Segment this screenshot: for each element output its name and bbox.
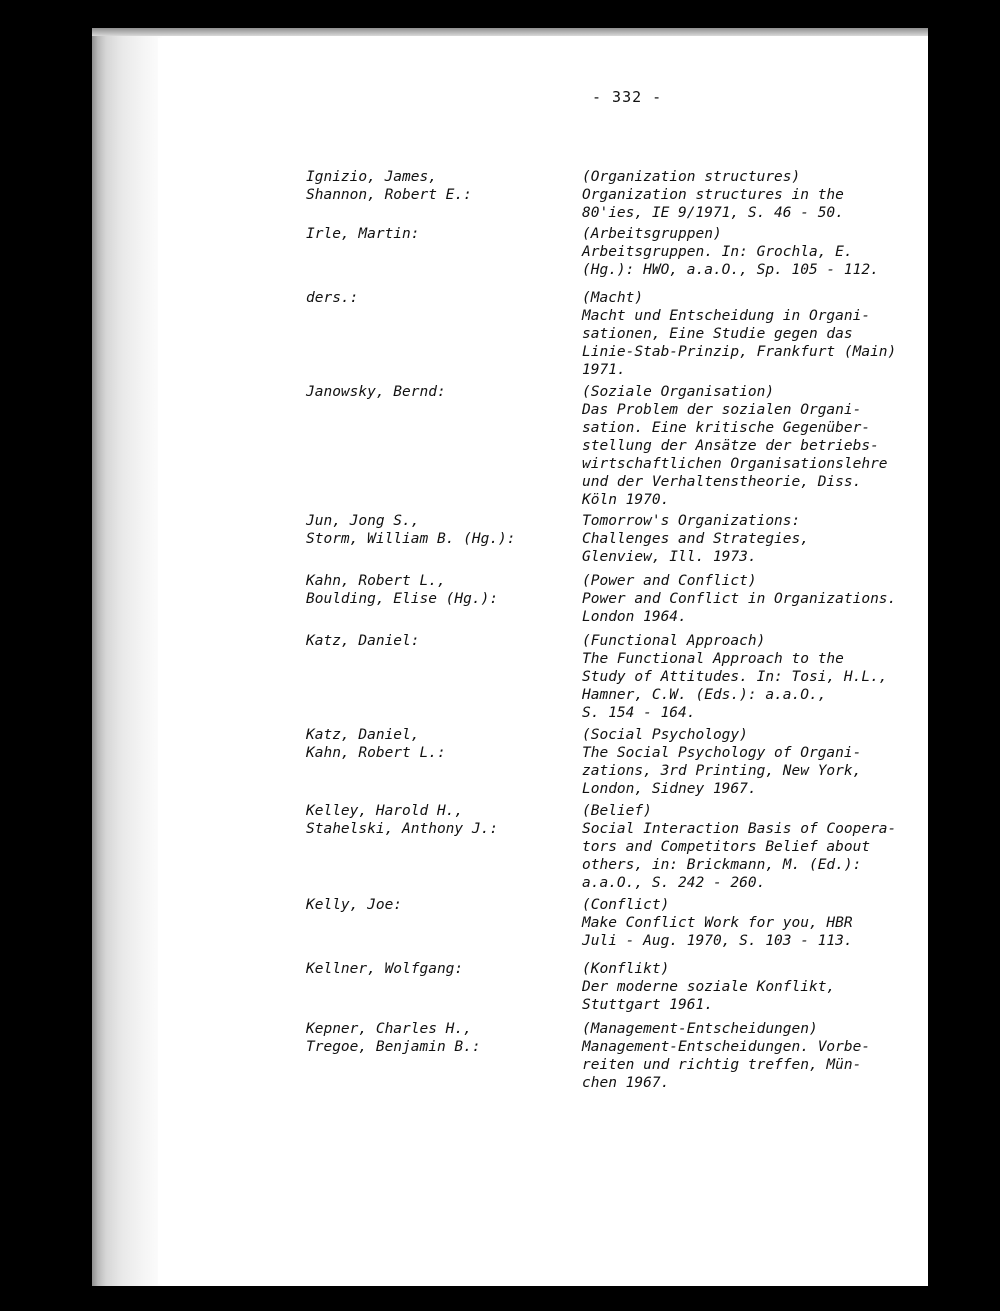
reference-line: stellung der Ansätze der betriebs-: [582, 438, 879, 454]
author-line: Irle, Martin:: [306, 226, 420, 242]
reference-line: Glenview, Ill. 1973.: [582, 549, 757, 565]
author-line: Storm, William B. (Hg.):: [306, 531, 516, 547]
reference-line: Juli - Aug. 1970, S. 103 - 113.: [582, 933, 853, 949]
reference-line: Power and Conflict in Organizations.: [582, 591, 897, 607]
author-line: Kahn, Robert L.,: [306, 573, 446, 589]
author-line: Kepner, Charles H.,: [306, 1021, 472, 1037]
author-line: Shannon, Robert E.:: [306, 187, 472, 203]
reference-line: sation. Eine kritische Gegenüber-: [582, 420, 871, 436]
reference-keyword: (Management-Entscheidungen): [582, 1021, 818, 1037]
reference-line: Macht und Entscheidung in Organi-: [582, 308, 871, 324]
reference-line: Der moderne soziale Konflikt,: [582, 979, 836, 995]
entry-reference: [582, 289, 982, 379]
entry-author: [306, 632, 566, 650]
entry-reference: [582, 802, 982, 892]
reference-keyword: (Functional Approach): [582, 633, 766, 649]
entry-author: [306, 512, 566, 548]
author-line: Kellner, Wolfgang:: [306, 961, 464, 977]
entry-reference: [582, 512, 982, 566]
entry-author: [306, 726, 566, 762]
reference-keyword: (Conflict): [582, 897, 670, 913]
author-line: Stahelski, Anthony J.:: [306, 821, 499, 837]
reference-keyword: (Social Psychology): [582, 727, 748, 743]
reference-line: others, in: Brickmann, M. (Ed.):: [582, 857, 862, 873]
reference-line: Arbeitsgruppen. In: Grochla, E.: [582, 244, 853, 260]
reference-line: Study of Attitudes. In: Tosi, H.L.,: [582, 669, 888, 685]
reference-line: Stuttgart 1961.: [582, 997, 713, 1013]
reference-line: 1971.: [582, 362, 626, 378]
reference-line: S. 154 - 164.: [582, 705, 696, 721]
entry-author: [306, 225, 566, 243]
entry-author: [306, 1020, 566, 1056]
reference-line: Organization structures in the: [582, 187, 844, 203]
reference-line: sationen, Eine Studie gegen das: [582, 326, 853, 342]
entry-reference: [582, 896, 982, 950]
reference-keyword: (Soziale Organisation): [582, 384, 775, 400]
reference-line: Challenges and Strategies,: [582, 531, 809, 547]
reference-line: The Functional Approach to the: [582, 651, 844, 667]
author-line: Boulding, Elise (Hg.):: [306, 591, 499, 607]
entry-reference: [582, 960, 982, 1014]
author-line: Katz, Daniel:: [306, 633, 420, 649]
reference-line: Social Interaction Basis of Coopera-: [582, 821, 897, 837]
reference-keyword: (Macht): [582, 290, 644, 306]
reference-line: Make Conflict Work for you, HBR: [582, 915, 853, 931]
author-line: Kelley, Harold H.,: [306, 803, 464, 819]
author-line: Ignizio, James,: [306, 169, 437, 185]
reference-line: 80'ies, IE 9/1971, S. 46 - 50.: [582, 205, 844, 221]
reference-line: chen 1967.: [582, 1075, 670, 1091]
reference-keyword: (Organization structures): [582, 169, 801, 185]
reference-line: London, Sidney 1967.: [582, 781, 757, 797]
reference-keyword: (Arbeitsgruppen): [582, 226, 722, 242]
entry-reference: [582, 225, 982, 279]
reference-line: tors and Competitors Belief about: [582, 839, 871, 855]
entry-reference: [582, 1020, 982, 1092]
author-line: Tregoe, Benjamin B.:: [306, 1039, 481, 1055]
reference-line: Management-Entscheidungen. Vorbe-: [582, 1039, 871, 1055]
entry-reference: [582, 168, 982, 222]
author-line: Kahn, Robert L.:: [306, 745, 446, 761]
reference-line: (Hg.): HWO, a.a.O., Sp. 105 - 112.: [582, 262, 879, 278]
entry-author: [306, 383, 566, 401]
reference-line: zations, 3rd Printing, New York,: [582, 763, 862, 779]
reference-line: a.a.O., S. 242 - 260.: [582, 875, 766, 891]
author-line: Katz, Daniel,: [306, 727, 420, 743]
reference-keyword: (Power and Conflict): [582, 573, 757, 589]
reference-keyword: (Belief): [582, 803, 652, 819]
reference-line: Köln 1970.: [582, 492, 670, 508]
author-line: Janowsky, Bernd:: [306, 384, 446, 400]
reference-line: Das Problem der sozialen Organi-: [582, 402, 862, 418]
reference-line: The Social Psychology of Organi-: [582, 745, 862, 761]
reference-line: Linie-Stab-Prinzip, Frankfurt (Main): [582, 344, 897, 360]
reference-line: Hamner, C.W. (Eds.): a.a.O.,: [582, 687, 827, 703]
entry-author: [306, 960, 566, 978]
reference-line: wirtschaftlichen Organisationslehre: [582, 456, 888, 472]
entry-reference: [582, 726, 982, 798]
entry-author: [306, 802, 566, 838]
reference-line: London 1964.: [582, 609, 687, 625]
entry-reference: [582, 632, 982, 722]
reference-line: reiten und richtig treffen, Mün-: [582, 1057, 862, 1073]
reference-line: und der Verhaltenstheorie, Diss.: [582, 474, 862, 490]
entry-author: [306, 896, 566, 914]
entry-author: [306, 572, 566, 608]
reference-line: Tomorrow's Organizations:: [582, 513, 801, 529]
reference-keyword: (Konflikt): [582, 961, 670, 977]
author-line: Kelly, Joe:: [306, 897, 403, 913]
entry-author: [306, 289, 566, 307]
page-number: - 332 -: [592, 88, 663, 106]
entry-reference: [582, 383, 982, 509]
entry-reference: [582, 572, 982, 626]
author-line: Jun, Jong S.,: [306, 513, 420, 529]
author-line: ders.:: [306, 290, 359, 306]
entry-author: [306, 168, 566, 204]
